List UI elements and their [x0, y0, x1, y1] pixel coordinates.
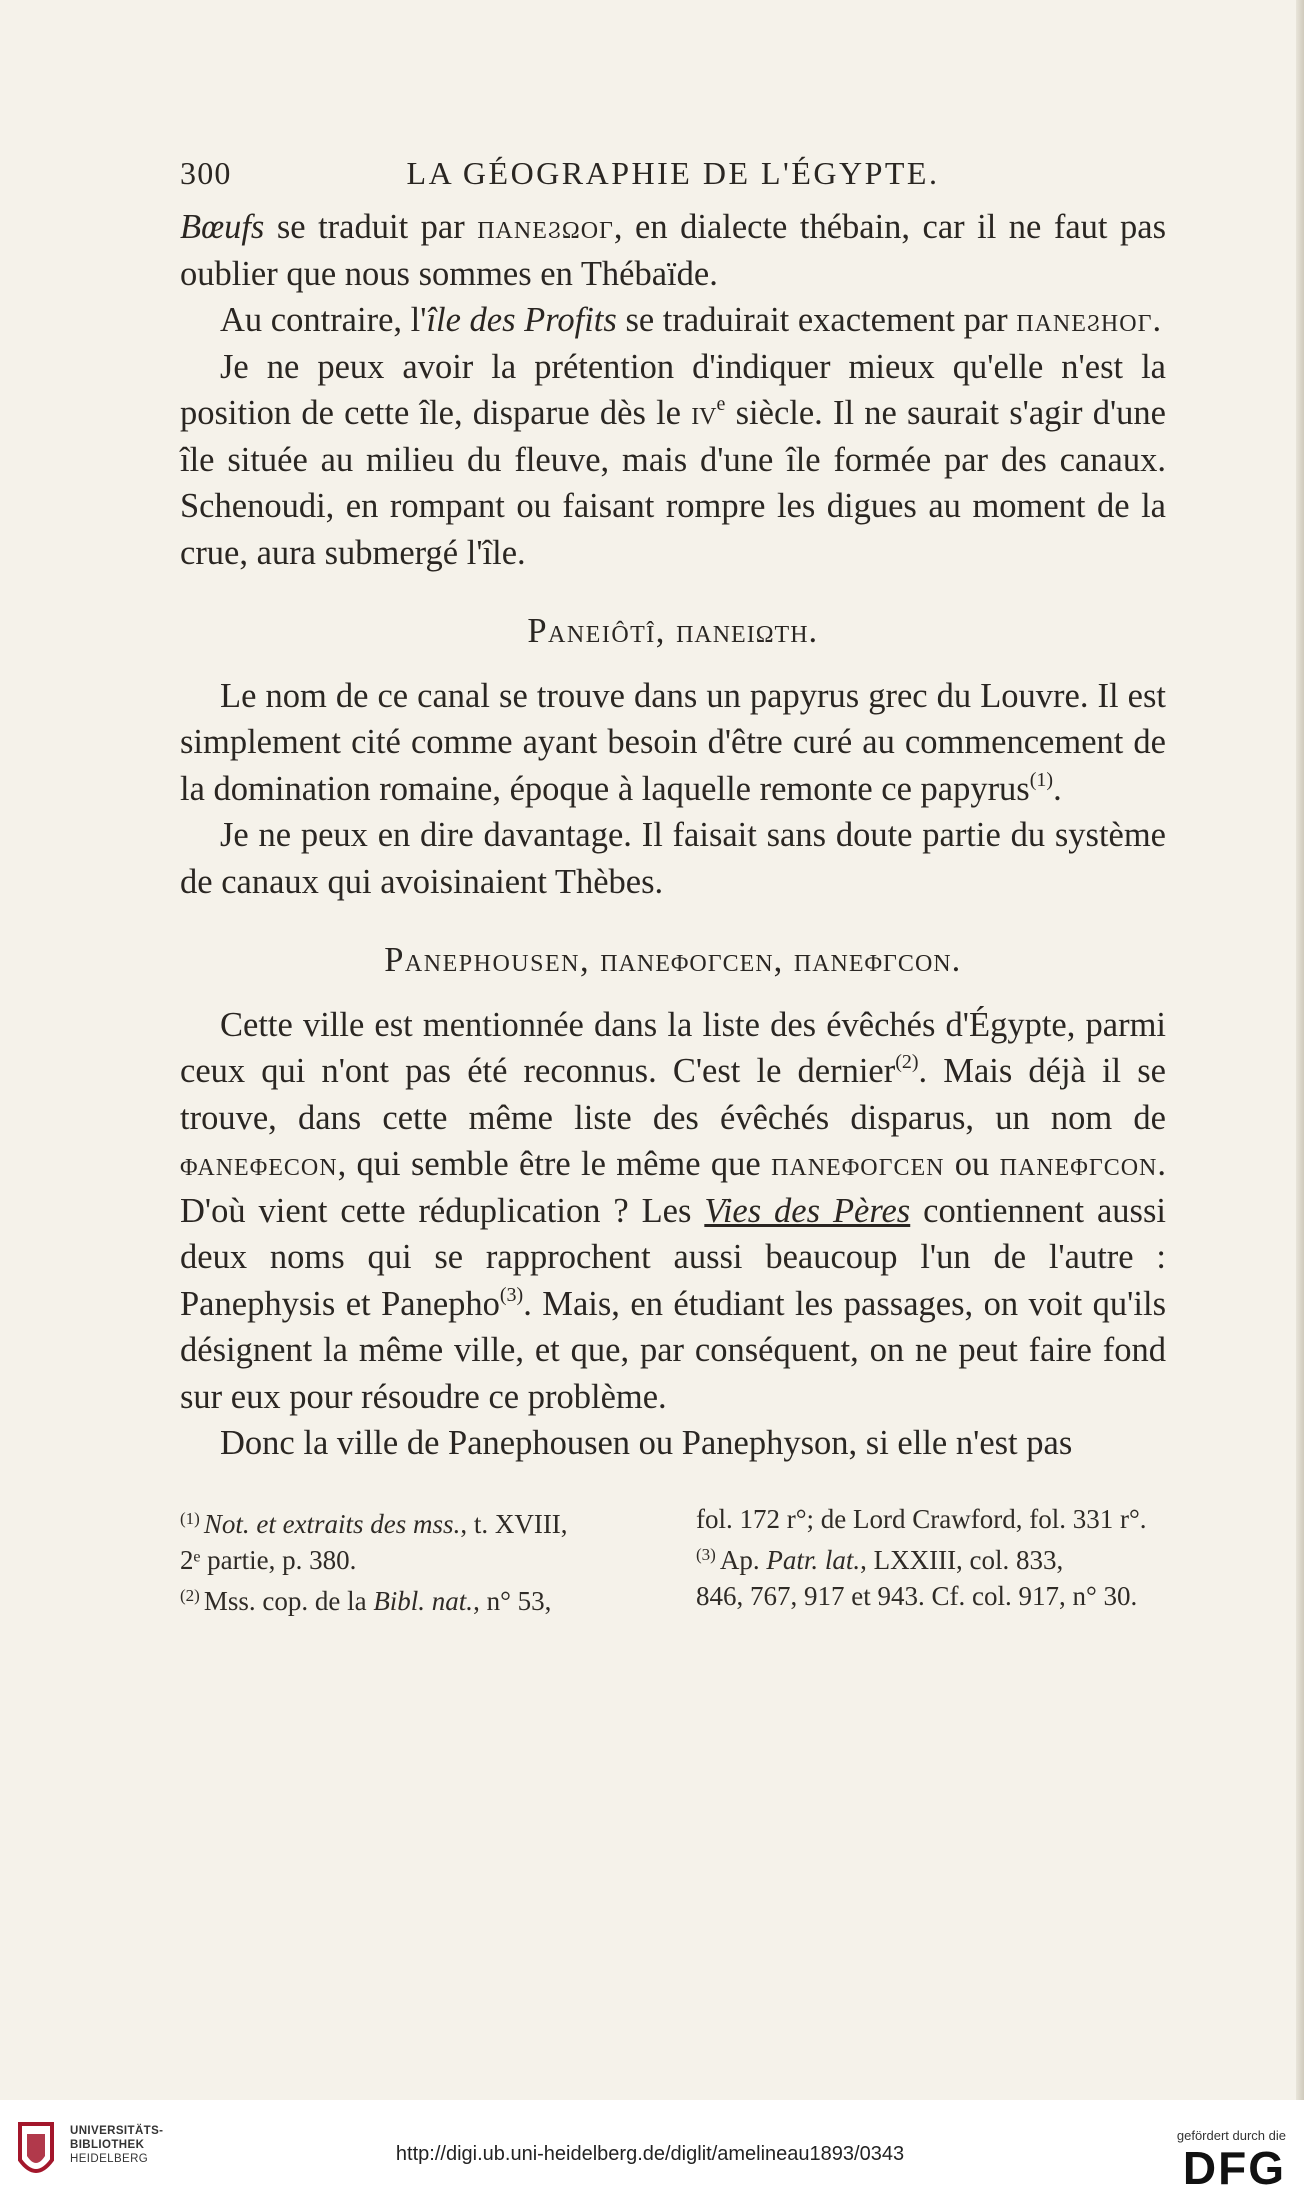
footnotes-left-column — [180, 1501, 650, 1619]
paragraph-2: Au contraire, l'île des Profits se traduirait exactement par πανεϩηογ. — [220, 301, 1162, 339]
funder-logo[interactable] — [1136, 2128, 1286, 2193]
footnotes — [180, 1501, 1166, 1619]
footnote-1-line-2: 2ᵉ partie, p. 380. — [180, 1544, 357, 1575]
page-text — [180, 150, 1166, 1619]
footnote-ref-1: (1) — [1029, 768, 1054, 791]
page-number: 300 — [180, 155, 232, 191]
footnote-ref-3: (3) — [499, 1283, 524, 1306]
paragraph-1: Bœufs se traduit par πανεϩωογ, en dialecte thébain, car il ne faut pas oublier que nous sommes en Thébaïde. — [180, 208, 1166, 293]
permalink-url[interactable]: http://digi.ub.uni-heidelberg.de/diglit/amelineau1893/0343 — [395, 2143, 905, 2165]
footnote-1-line: $^{(1)}$ Not. et extraits des mss., t. XVIII, — [180, 1508, 568, 1539]
library-logo[interactable] — [14, 2120, 164, 2190]
section-heading-paneioti: Paneiôtî, πανειωτη. — [527, 612, 819, 650]
library-name: UNIVERSITÄTS- BIBLIOTHEK HEIDELBERG — [70, 2125, 164, 2165]
funder-caption: gefördert durch die — [1176, 2128, 1286, 2143]
paragraph-6: Cette ville est mentionnée dans la liste des évêchés d'Égypte, parmi ceux qui n'ont pas été reconnus. C'est le dernier$^{(2)}$. Mais déjà il se trouve, dans cette même liste des évêchés disparus, un nom de φανεφεcον, qui semble être le même que πανεφογcεν ou πανεφγcον. D'où vient cette réduplication ? Les Vies des Pères contiennent aussi deux noms qui se rapprochent aussi beaucoup l'un de l'autre : Panephysis et Panepho$^{(3)}$. Mais, en étudiant les passages, on voit qu'ils désignent la même ville, et que, par conséquent, on ne peut faire fond sur eux pour résoudre ce problème. — [180, 1005, 1167, 1416]
footnote-1-continuation: fol. 172 r°; de Lord Crawford, fol. 331 r°. — [696, 1503, 1147, 1534]
footnote-2-line: $^{(2)}$ Mss. cop. de la Bibl. nat., n° 53, — [180, 1585, 552, 1616]
paragraph-5: Je ne peux en dire davantage. Il faisait sans doute partie du système de canaux qui avoisinaient Thèbes. — [180, 816, 1166, 901]
section-heading-panephousen: Panephousen, πανεφογcεν, πανεφγcον. — [384, 941, 962, 979]
running-title: LA GÉOGRAPHIE DE L'ÉGYPTE. — [406, 155, 940, 191]
paragraph-3: Je ne peux avoir la prétention d'indiquer mieux qu'elle n'est la position de cette île, disparue dès le $iv^e$ siècle. Il ne saurait s'agir d'une île située au milieu du fleuve, mais d'une île formée par des canaux. Schenoudi, en rompant ou faisant rompre les digues au moment de la crue, aura submergé l'île. — [180, 347, 1166, 572]
footnotes-right-column — [696, 1501, 1166, 1619]
footnote-ref-2: (2) — [895, 1051, 919, 1073]
footnote-3-line-2: 846, 767, 917 et 943. Cf. col. 917, n° 30. — [696, 1580, 1138, 1611]
dfg-logo: DFG — [1182, 2142, 1286, 2194]
footnote-3-line: $^{(3)}$ Ap. Patr. lat., LXXIII, col. 833, — [696, 1544, 1064, 1575]
paragraph-7: Donc la ville de Panephousen ou Panephyson, si elle n'est pas — [220, 1424, 1073, 1462]
running-head — [180, 150, 1166, 198]
library-seal-icon — [14, 2120, 58, 2184]
paragraph-4: Le nom de ce canal se trouve dans un papyrus grec du Louvre. Il est simplement cité comme ayant besoin d'être curé au commencement de la domination romaine, époque à laquelle remonte ce papyrus$^{(1)}$. — [180, 676, 1166, 808]
page-edge-shadow — [1296, 0, 1304, 2100]
